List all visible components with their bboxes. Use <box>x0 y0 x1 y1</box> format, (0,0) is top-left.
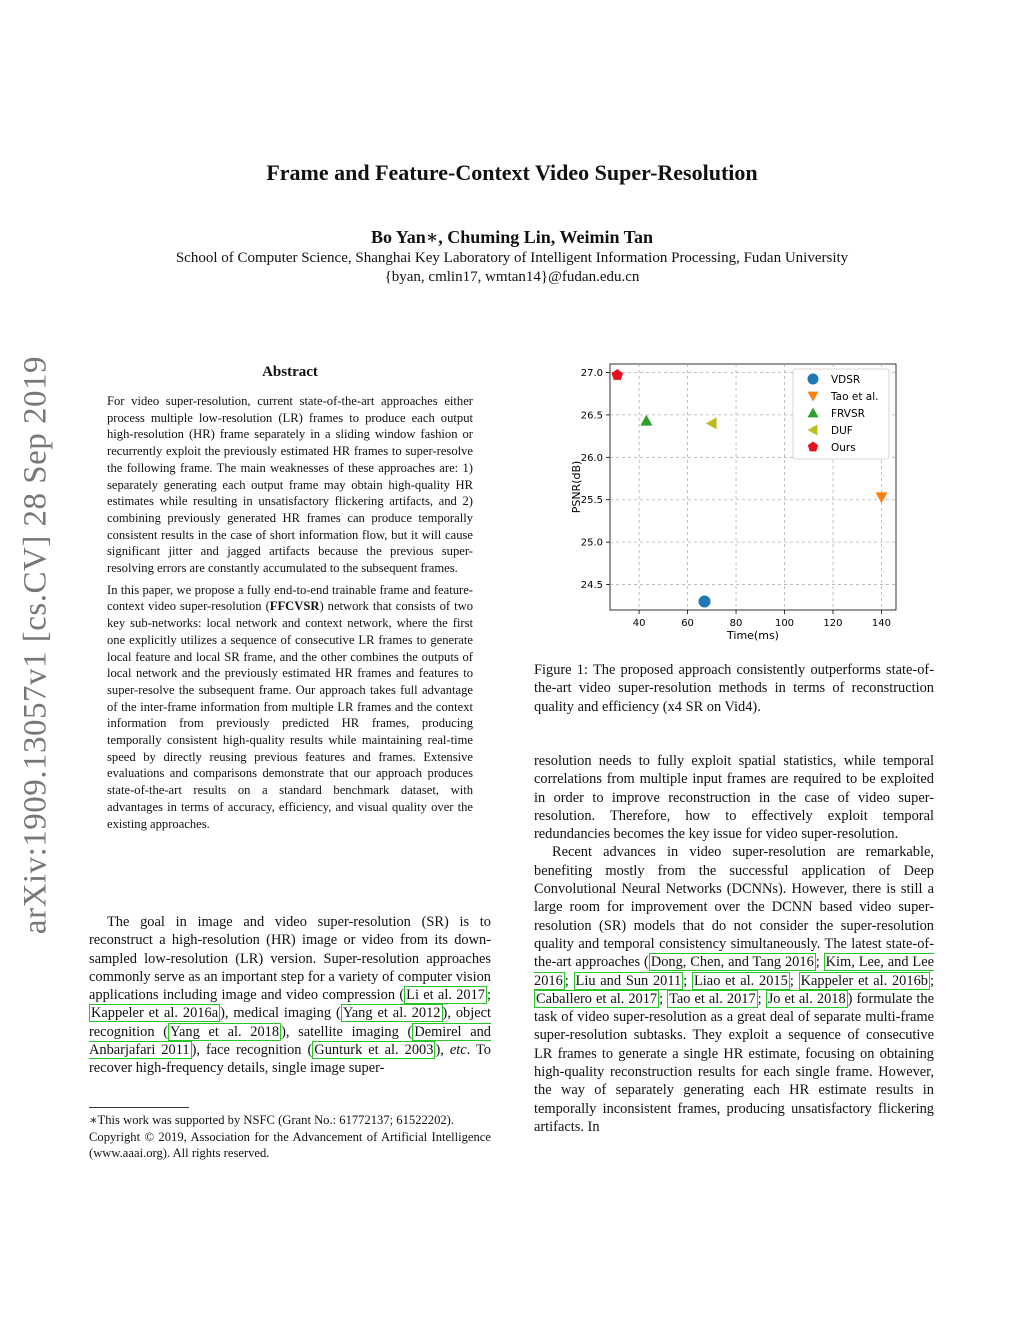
y-tick-label: 24.5 <box>580 580 603 592</box>
citation-link[interactable]: Demirel and Anbarjafari 2011 <box>89 1023 491 1059</box>
citation-link[interactable]: Li et al. 2017 <box>406 987 485 1004</box>
affiliation-block <box>0 249 1024 287</box>
legend-label: DUF <box>831 425 853 437</box>
citation-link[interactable]: Jo et al. 2018 <box>767 990 846 1007</box>
citation-link[interactable]: Yang et al. 2012 <box>342 1005 441 1022</box>
arxiv-identifier: arXiv:1909.13057v1 [cs.CV] 28 Sep 2019 <box>17 355 54 935</box>
y-tick-label: 27.0 <box>580 367 603 379</box>
paper-title: Frame and Feature-Context Video Super-Resolution <box>266 160 758 185</box>
citation-link[interactable]: Gunturk et al. 2003 <box>314 1042 434 1059</box>
citation-link[interactable]: Caballero et al. 2017 <box>536 990 658 1007</box>
x-axis-ticks <box>633 610 891 629</box>
x-tick-label: 80 <box>729 618 743 629</box>
psnr-time-scatter-chart <box>560 356 910 646</box>
citation-link[interactable]: Kim, Lee, and Lee 2016 <box>534 954 934 989</box>
copyright-notice: Copyright © 2019, Association for the Advancement of Artificial Intelligence (www.aaai.org). All rights reserved. <box>89 1129 491 1160</box>
citation-link[interactable]: Yang et al. 2018 <box>170 1023 280 1040</box>
author-emails: {byan, cmlin17, wmtan14}@fudan.edu.cn <box>384 269 640 285</box>
citation-link[interactable]: Kappeler et al. 2016a <box>91 1005 219 1022</box>
y-tick-label: 25.0 <box>580 537 603 549</box>
abstract-body <box>107 393 473 837</box>
citation-link[interactable]: Dong, Chen, and Tang 2016 <box>650 954 814 971</box>
citation-link[interactable]: Liao et al. 2015 <box>694 972 788 989</box>
x-axis-label: Time(ms) <box>727 629 779 642</box>
figure-caption: Figure 1: The proposed approach consistently outperforms state-of-the-art video super-resolution methods in terms of reconstruction quality and efficiency (x4 SR on Vid4). <box>534 662 934 715</box>
x-tick-label: 60 <box>681 618 694 629</box>
y-axis-label: PSNR(dB) <box>570 460 583 514</box>
x-tick-label: 40 <box>632 618 646 629</box>
right-paragraph-1: resolution needs to fully exploit spatial statistics, while temporal correlations from multiple input frames are required to be exploited in order to improve reconstruction in the case of video super-resolution. Therefore, how to effectively exploit temporal redundancies becomes the key issue for video super-resolution. <box>534 753 934 843</box>
citation-link[interactable]: Kappeler et al. 2016b <box>800 972 928 989</box>
x-tick-label: 100 <box>774 618 795 629</box>
right-paragraph-2: Recent advances in video super-resolution are remarkable, benefiting mostly from the successful application of Deep Convolutional Neural Networks (DCNNs). However, there is still a large room for improvement over the DCNN based video super-resolution (SR) models that do not consider the super-resolution quality and temporal consistency simultaneously. The latest state-of-the-art approaches ( Dong, Chen, and Tang 2016 ; Kim, Lee, and Lee 2016 ; Liu and Sun 2011 ; Liao et al. 2015 ; Kappeler et al. 2016b ; Caballero et al. 2017 ; Tao et al. 2017 ; Jo et al. 2018 ) formulate the task of video super-resolution as a great deal of separate multi-frame super-resolution subtasks. They exploit a sequence of consecutive LR frames to generate a single HR estimate, focusing on obtaining high-quality reconstruction results for each single frame. However, the way of separately generating each HR estimate results in temporally inconsistent frames, producing unsatisfactory flickering artifacts. In <box>534 844 934 1135</box>
y-tick-label: 26.0 <box>580 452 603 464</box>
x-tick-label: 120 <box>823 618 843 629</box>
abstract-paragraph-2: In this paper, we propose a fully end-to-end trainable frame and feature-context video super-resolution (FFCVSR) network that consists of two key sub-networks: local network and context network, where the first one explicitly utilizes a sequence of consecutive LR frames to generate local feature and local SR frame, and the other combines the outputs of local network and the previously estimated HR frames and features to super-resolve the subsequent frame. Our approach takes full advantage of the inter-frame information from multiple LR frames and the context information from previously predicted HR frames, producing temporally consistent high-quality results while maintaining real-time speed by directly reusing previous features and frames. Extensive evaluations and comparisons demonstrate that our approach produces state-of-the-art results on a standard benchmark dataset, with advantages in terms of accuracy, efficiency, and visual quality over the existing approaches. <box>107 582 473 831</box>
footnote-rule <box>89 1107 189 1108</box>
y-tick-label: 25.5 <box>580 495 603 507</box>
legend-marker-vdsr <box>808 374 819 385</box>
x-tick-label: 140 <box>871 618 892 629</box>
chart-legend <box>793 369 889 459</box>
arxiv-sidebar <box>6 355 66 935</box>
data-point-vdsr <box>699 596 711 608</box>
author-list: Bo Yan∗, Chuming Lin, Weimin Tan <box>370 227 654 247</box>
abstract-heading: Abstract <box>262 364 318 380</box>
y-axis-ticks <box>581 368 610 591</box>
intro-right-column <box>534 752 934 1136</box>
intro-left-column <box>89 913 491 1078</box>
legend-label: FRVSR <box>831 408 865 420</box>
legend-label: VDSR <box>831 374 861 386</box>
affiliation: School of Computer Science, Shanghai Key Laboratory of Intelligent Information Processing, Fudan University <box>175 250 849 266</box>
footnote-block <box>89 1112 491 1162</box>
intro-paragraph: The goal in image and video super-resolution (SR) is to reconstruct a high-resolution (HR) image or video from its down-sampled low-resolution (LR) version. Super-resolution approaches commonly serve as an important step for a variety of computer vision applications including image and video compression ( Li et al. 2017 ; Kappeler et al. 2016a ), medical imaging ( Yang et al. 2012 ), object recognition ( Yang et al. 2018 ), satellite imaging ( Demirel and Anbarjafari 2011 ), face recognition ( Gunturk et al. 2003 ), etc. To recover high-frequency details, single image super- <box>89 914 492 1077</box>
citation-link[interactable]: Liu and Sun 2011 <box>575 972 682 989</box>
citation-link[interactable]: Tao et al. 2017 <box>669 990 756 1007</box>
grant-footnote: ∗This work was supported by NSFC (Grant No.: 61772137; 61522202). <box>89 1113 455 1127</box>
y-tick-label: 26.5 <box>580 410 603 422</box>
legend-label: Ours <box>831 442 856 454</box>
abstract-paragraph-1: For video super-resolution, current state-of-the-art approaches either process multiple low-resolution (LR) frames to produce each output high-resolution (HR) frame separately in a sliding window fashion or recurrently exploit the previously estimated HR frames to super-resolve the following frame. The main weaknesses of these approaches are: 1) separately generating each output frame may obtain high-quality HR estimates while resulting in unsatisfactory flickering artifacts, and 2) combining previously generated HR frames can produce temporally consistent results in the case of short information flow, but it will cause significant jitter and jagged artifacts because the previous super-resolving errors are constantly accumulated to the subsequent frames. <box>107 394 473 576</box>
method-name: FFCVSR <box>269 599 320 614</box>
legend-label: Tao et al. <box>831 391 879 403</box>
